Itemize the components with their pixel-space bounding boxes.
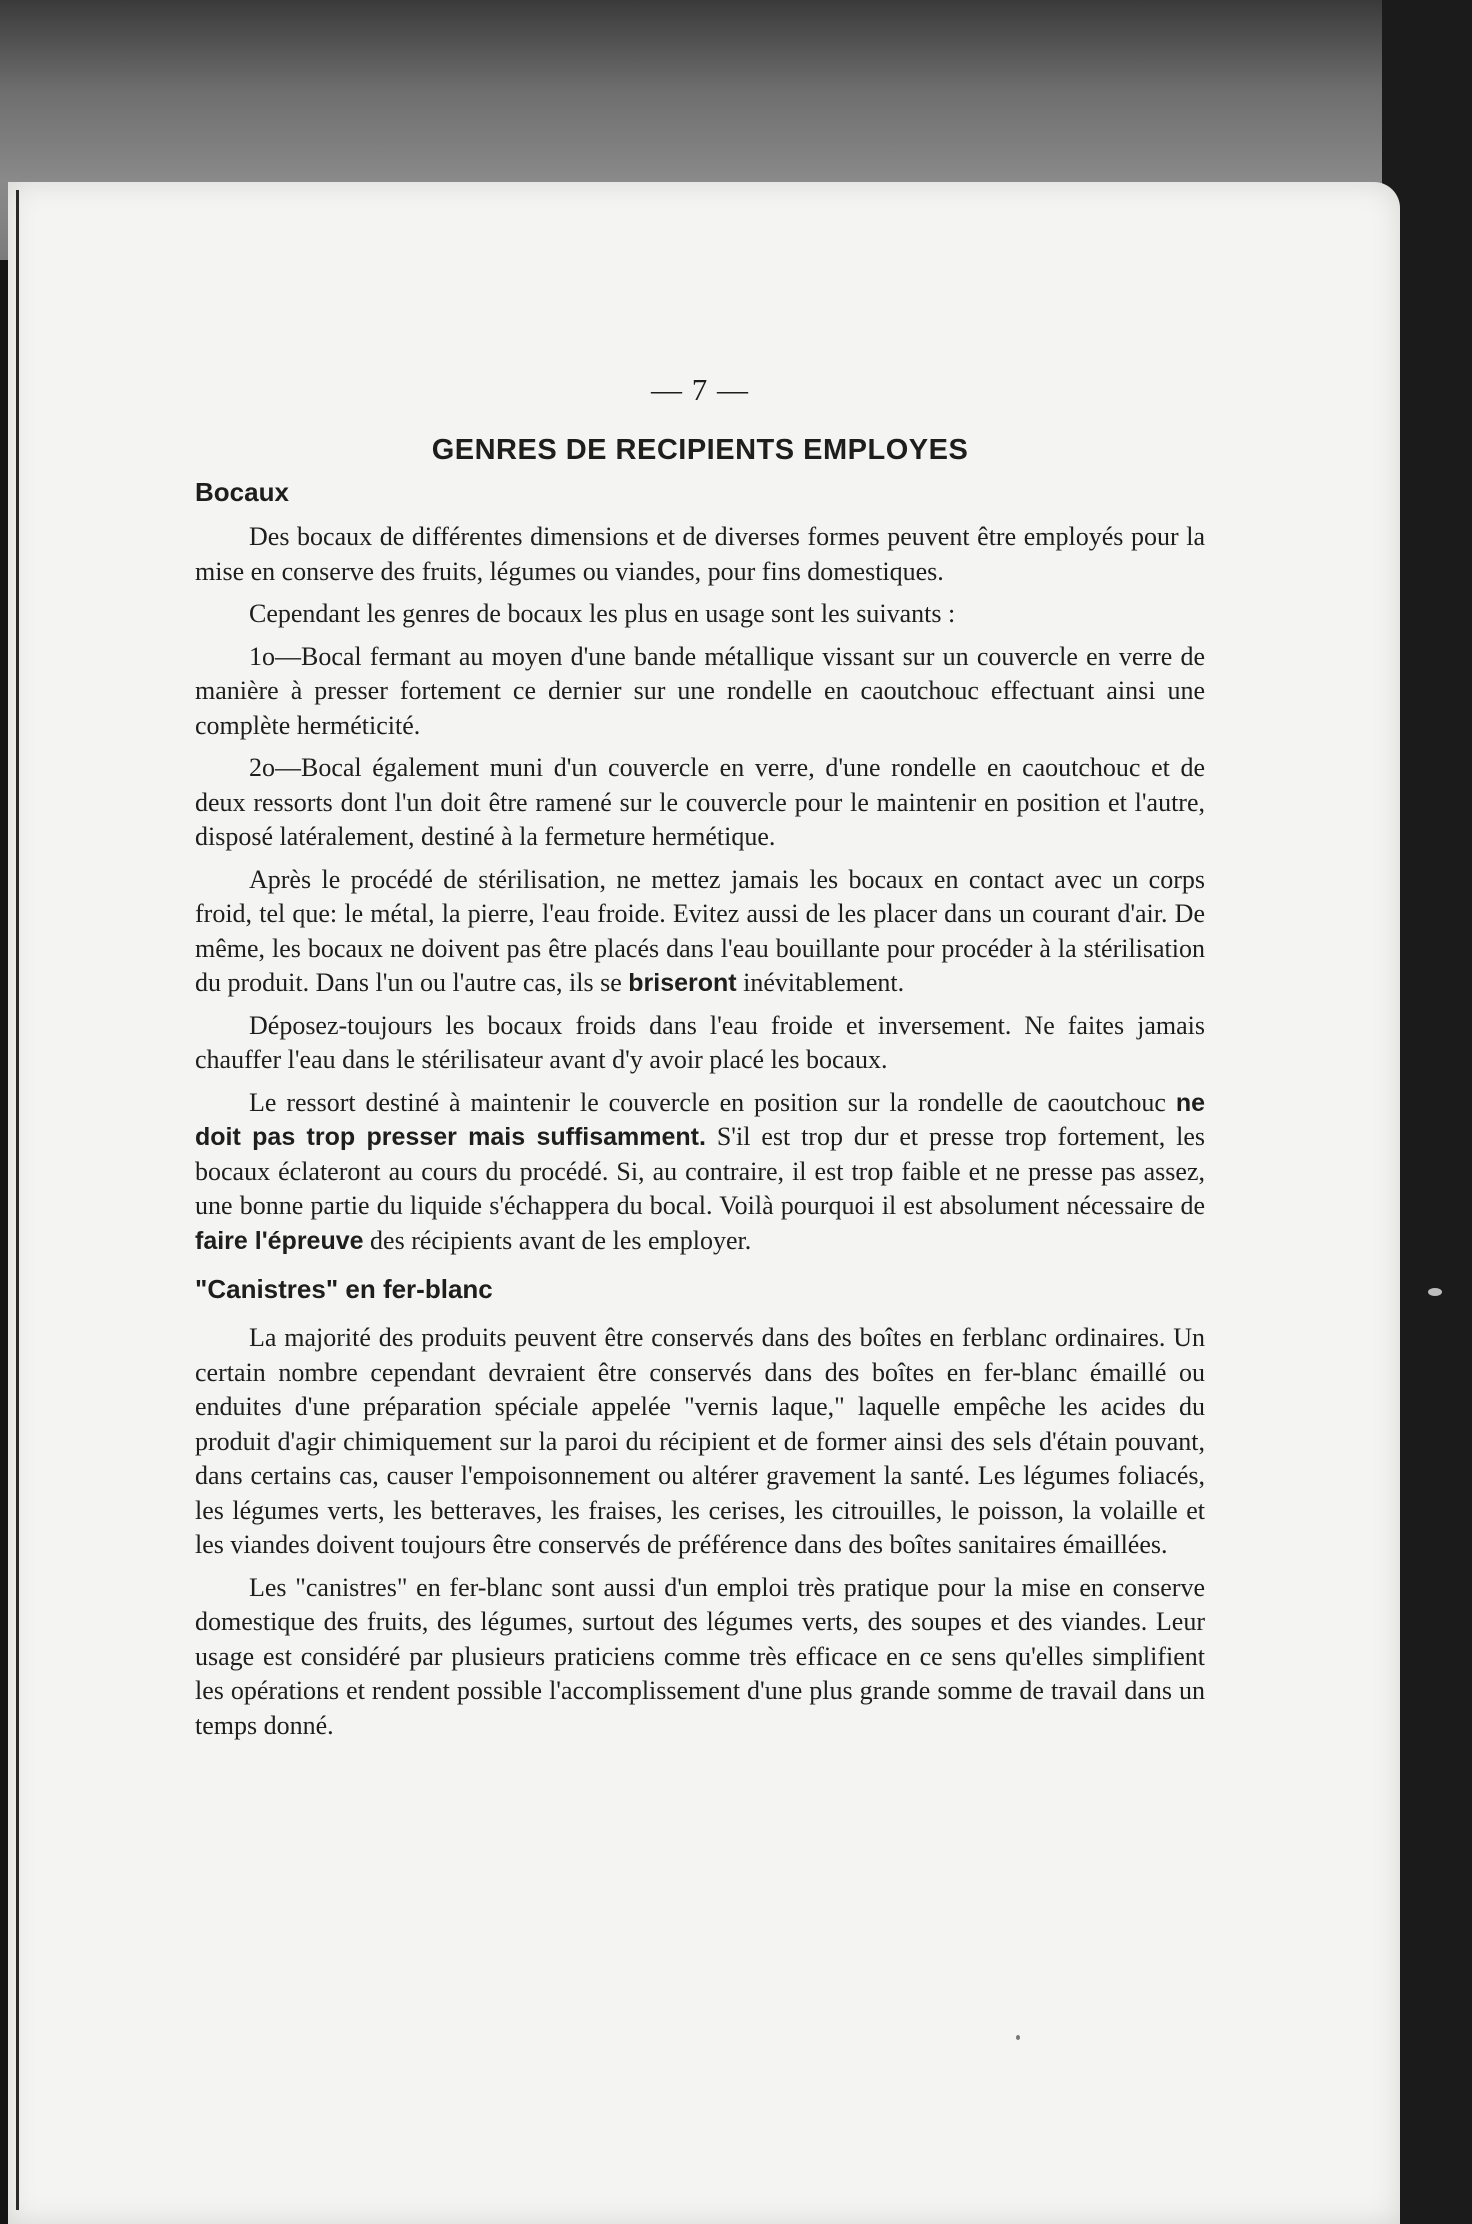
bold-text: briseront: [628, 969, 737, 997]
bold-text: ne doit pas trop presser mais suffisamment.: [195, 1088, 1205, 1151]
section-canistres: [195, 1274, 1205, 1743]
page-binding-edge: [16, 190, 19, 2210]
paragraph: La majorité des produits peuvent être conservés dans des boîtes en ferblanc ordinaires. Un certain nombre cependant devraient être conservés dans des boîtes en fer-blanc émaillé ou enduites d'une préparation spéciale appelée "vernis laque," laquelle empêche les acides du produit d'agir chimiquement sur la paroi du récipient et de former ainsi des sels d'étain pouvant, dans certains cas, causer l'empoisonnement ou altérer gravement la santé. Les légumes foliacés, les légumes verts, les betteraves, les fraises, les cerises, les citrouilles, le poisson, la volaille et les viandes doivent toujours être conservés de préférence dans des boîtes sanitaires émaillées.: [195, 1323, 1205, 1559]
section-heading-bocaux: Bocaux: [195, 477, 289, 507]
paragraph: Déposez-toujours les bocaux froids dans l'eau froide et inversement. Ne faites jamais chauffer l'eau dans le stérilisateur avant d'y avoir placé les bocaux.: [195, 1010, 1205, 1074]
paragraph: Les "canistres" en fer-blanc sont aussi d'un emploi très pratique pour la mise en conserve domestique des fruits, des légumes, surtout des légumes verts, des soupes et des viandes. Leur usage est considéré par plusieurs praticiens comme très efficace en ce sens qu'elles simplifient les opérations et rendent possible l'accomplissement d'une plus grande somme de travail dans un temps donné.: [195, 1572, 1205, 1740]
section-heading-canistres: "Canistres" en fer-blanc: [195, 1274, 493, 1304]
paragraph: [195, 863, 1205, 1001]
text-run: Le ressort destiné à maintenir le couvercle en position sur la rondelle de caoutchouc: [249, 1087, 1176, 1117]
text-run: S'il est trop dur et presse trop fortement, les bocaux éclateront au cours du procédé. Si, au contraire, il est trop faible et ne presse pas assez, une bonne partie du liquide s'échappera du bocal. Voilà pourquoi il est absolument nécessaire de: [195, 1122, 1205, 1220]
paragraph: Des bocaux de différentes dimensions et de diverses formes peuvent être employés pour la mise en conserve des fruits, légumes ou viandes, pour fins domestiques.: [195, 522, 1205, 586]
paragraph: [195, 1086, 1205, 1259]
paragraph: Cependant les genres de bocaux les plus en usage sont les suivants :: [249, 599, 956, 628]
paragraph: 1o—Bocal fermant au moyen d'une bande métallique vissant sur un couvercle en verre de manière à presser fortement ce dernier sur une rondelle en caoutchouc effectuant ainsi une complète herméticité.: [195, 641, 1205, 740]
page-title: GENRES DE RECIPIENTS EMPLOYES: [431, 434, 969, 466]
text-run: Après le procédé de stérilisation, ne mettez jamais les bocaux en contact avec un corps froid, tel que: le métal, la pierre, l'eau froide. Evitez aussi de les placer dans un courant d'air. De même, les bocaux ne doivent pas être placés dans l'eau bouillante pour procéder à la stérilisation du produit. Dans l'un ou l'autre cas, ils se: [195, 864, 1205, 997]
text-run: des récipients avant de les employer.: [363, 1225, 752, 1255]
paragraph: 2o—Bocal également muni d'un couvercle en verre, d'une rondelle en caoutchouc et de deux ressorts dont l'un doit être ramené sur le couvercle pour le maintenir en position et l'autre, disposé latéralement, destiné à la fermeture hermétique.: [195, 753, 1205, 851]
scan-speck: [1428, 1288, 1442, 1296]
section-bocaux: [195, 477, 1205, 1258]
scan-speck: [1016, 2035, 1020, 2040]
text-run: inévitablement.: [736, 968, 905, 997]
document-body: [195, 372, 1205, 1751]
bold-text: faire l'épreuve: [195, 1226, 364, 1255]
page-number: — 7 —: [651, 372, 749, 407]
